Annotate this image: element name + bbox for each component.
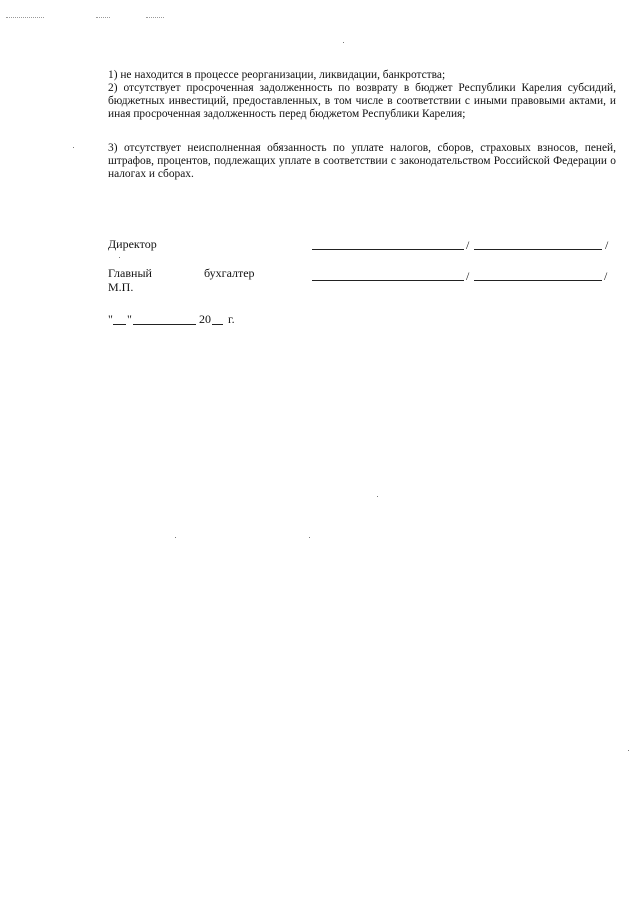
chief-accountant-name-line [474, 280, 602, 281]
scan-artifact [628, 750, 629, 751]
scan-artifact [377, 496, 378, 497]
date-quote-open: " [108, 312, 113, 326]
director-name-line [474, 249, 602, 250]
scan-artifact [73, 147, 74, 148]
chief-accountant-slash-1: / [466, 269, 470, 283]
condition-item-3: 3) отсутствует неисполненная обязанность по уплате налогов, сборов, страховых взносов, пеней, штрафов, процентов, подлежащих уплате в соответствии с законодательством Российской Федерации о налогах и сборах. [108, 142, 616, 180]
scan-artifact [175, 537, 176, 538]
director-slash-2: / [605, 238, 609, 252]
chief-accountant-slash-2: / [604, 269, 608, 283]
condition-item-2: 2) отсутствует просроченная задолженность по возврату в бюджет Республики Карелия субсидий, бюджетных инвестиций, предоставленных, в том числе в соответствии с иными правовыми актами, и иная просроченная задолженность перед бюджетом Республики Карелия; [108, 82, 616, 120]
director-slash-1: / [466, 238, 470, 252]
scan-artifact [343, 42, 344, 43]
scan-artifact [146, 17, 164, 18]
scan-artifact [309, 537, 310, 538]
date-day-line [113, 324, 126, 325]
stamp-label: М.П. [108, 280, 134, 294]
date-quote-close: " [127, 312, 132, 326]
scan-artifact [96, 17, 110, 18]
scan-artifact [119, 257, 120, 258]
date-month-line [133, 324, 196, 325]
date-year-line [212, 324, 223, 325]
scan-artifact [6, 17, 44, 18]
condition-item-1: 1) не находится в процессе реорганизации, ликвидации, банкротства; [108, 69, 446, 81]
chief-accountant-label-1: Главный [108, 266, 152, 280]
director-signature-line [312, 249, 464, 250]
director-label: Директор [108, 237, 157, 251]
date-year-prefix: 20 [199, 312, 211, 326]
chief-accountant-label-2: бухгалтер [204, 266, 255, 280]
chief-accountant-signature-line [312, 280, 464, 281]
date-year-suffix: г. [228, 312, 235, 326]
